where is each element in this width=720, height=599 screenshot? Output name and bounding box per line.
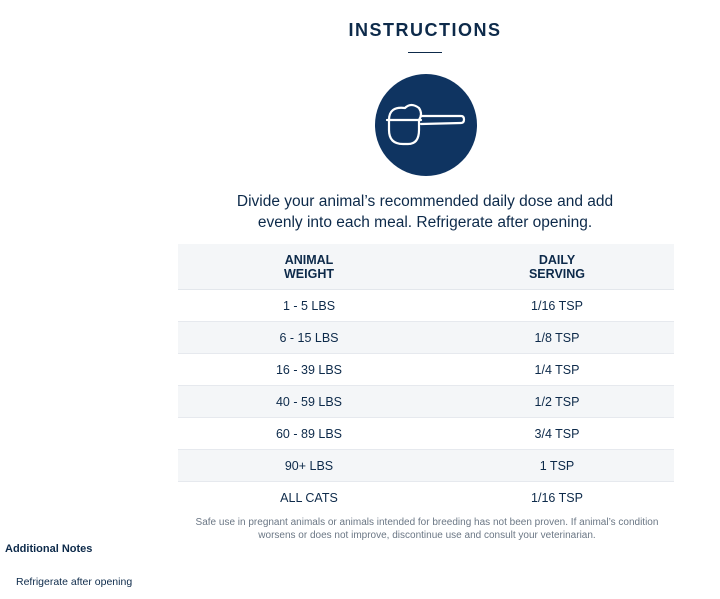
serving-cell: 1/16 TSP: [531, 298, 583, 313]
weight-cell: 60 - 89 LBS: [275, 426, 342, 441]
title-divider: [408, 52, 442, 53]
table-row: [178, 450, 674, 482]
serving-cell: 1/8 TSP: [534, 330, 580, 345]
serving-cell: 3/4 TSP: [534, 426, 580, 441]
table-row: [178, 386, 674, 418]
header-daily-serving: [440, 253, 674, 281]
serving-cell: 1/2 TSP: [534, 394, 580, 409]
table-header: [178, 244, 674, 290]
header-weight-line1: ANIMAL: [284, 252, 334, 267]
weight-cell: 40 - 59 LBS: [275, 394, 342, 409]
instructions-text-line2: evenly into each meal. Refrigerate after opening.: [257, 214, 593, 231]
disclaimer-line2: worsens or does not improve, discontinue use and consult your veterinarian.: [258, 530, 596, 541]
serving-cell: 1 TSP: [539, 458, 575, 473]
table-row: [178, 290, 674, 322]
measuring-scoop-icon: [375, 74, 477, 176]
weight-cell: 1 - 5 LBS: [282, 298, 336, 313]
additional-notes-label: Additional Notes: [5, 543, 93, 555]
disclaimer-line1: Safe use in pregnant animals or animals intended for breeding has not been proven. If animal’s condition: [195, 517, 659, 528]
instructions-text-line1: Divide your animal’s recommended daily dose and add: [236, 193, 614, 210]
dosage-table: [178, 244, 674, 513]
table-row: [178, 354, 674, 386]
serving-cell: 1/4 TSP: [534, 362, 580, 377]
table-row: [178, 482, 674, 513]
header-serving-line2: SERVING: [528, 266, 586, 281]
instructions-text: [200, 191, 650, 233]
weight-cell: 6 - 15 LBS: [279, 330, 339, 345]
weight-cell: 90+ LBS: [284, 458, 334, 473]
weight-cell: 16 - 39 LBS: [275, 362, 342, 377]
safety-disclaimer: [180, 516, 674, 542]
instructions-title: INSTRUCTIONS: [348, 20, 502, 40]
header-weight-line2: WEIGHT: [284, 266, 334, 281]
table-row: [178, 418, 674, 450]
header-serving-line1: DAILY: [538, 252, 576, 267]
header-animal-weight: [178, 253, 440, 281]
table-row: [178, 322, 674, 354]
serving-cell: 1/16 TSP: [531, 490, 583, 505]
weight-cell: ALL CATS: [280, 490, 338, 505]
additional-notes-value: Refrigerate after opening: [16, 576, 133, 588]
